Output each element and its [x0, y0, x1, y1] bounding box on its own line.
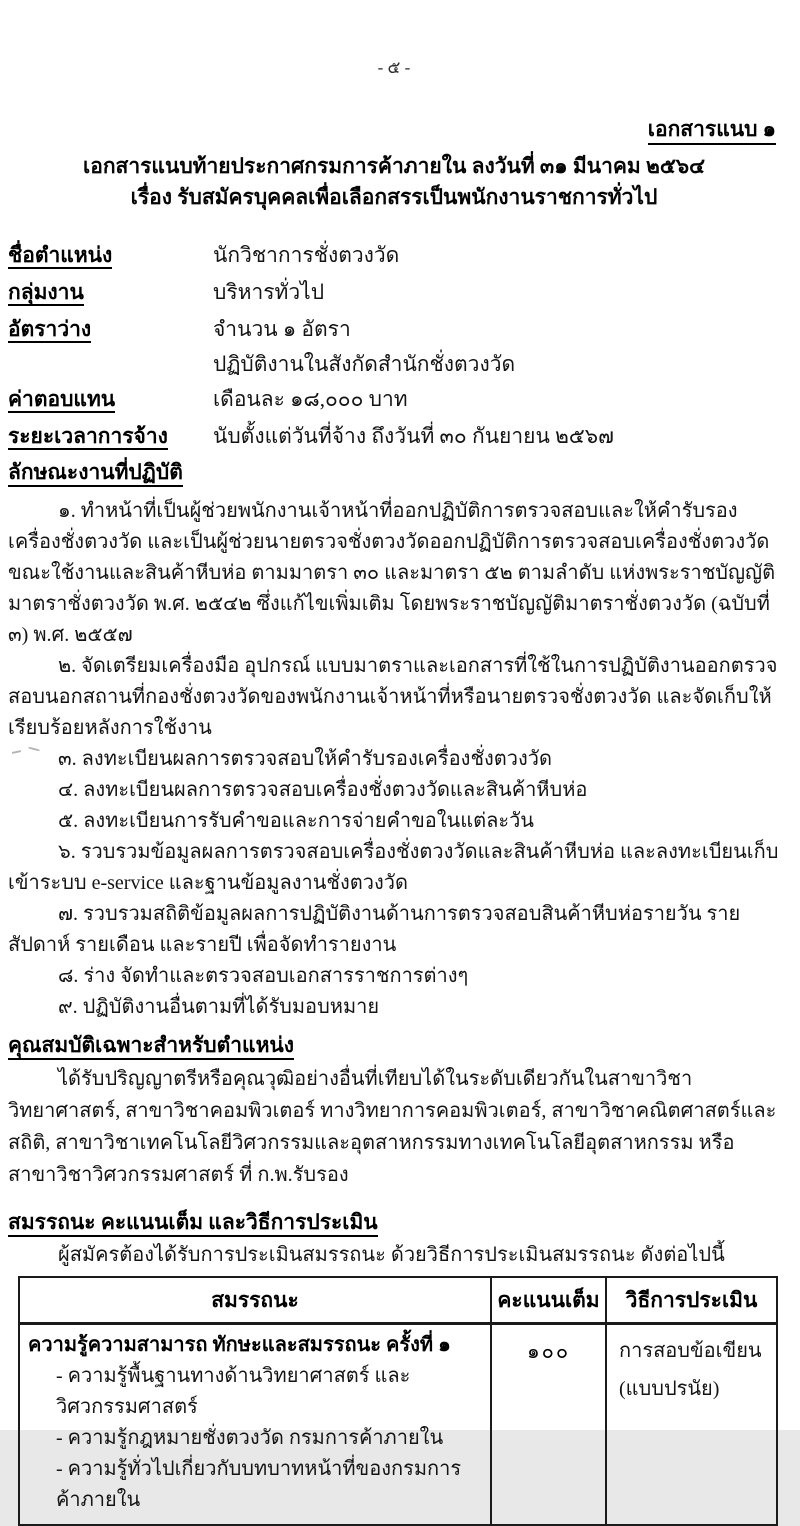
column-header-max-score: คะแนนเต็ม	[491, 1277, 606, 1324]
field-row-position-name	[8, 237, 780, 274]
column-header-competency: สมรรถนะ	[19, 1277, 491, 1324]
field-row-work-group	[8, 274, 780, 311]
assessment-table-header-row	[19, 1277, 777, 1324]
field-value: บริหารทั่วไป	[213, 280, 325, 304]
field-value: นักวิชาการชั่งตวงวัด	[213, 243, 400, 267]
duty-item-4: ๔. ลงทะเบียนผลการตรวจสอบเครื่องชั่งตวงวัดและสินค้าหีบห่อ	[58, 779, 588, 801]
qualification-text: ได้รับปริญญาตรีหรือคุณวุฒิอย่างอื่นที่เทียบได้ในระดับเดียวกันในสาขาวิชาวิทยาศาสตร์, สาขาวิชาคอมพิวเตอร์ ทางวิทยาการคอมพิวเตอร์, สาขาวิชาคณิตศาสตร์และสถิติ, สาขาวิชาเทคโนโลยีวิศวกรรมและอุตสาหกรรมทางเทคโนโลยีอุตสาหกรรม หรือสาขาวิชาวิศวกรรมศาสตร์ ที่ ก.พ.รับรอง	[8, 1068, 777, 1186]
column-header-method: วิธีการประเมิน	[606, 1277, 777, 1324]
attachment-label: เอกสารแนบ ๑	[648, 116, 776, 145]
duty-item-9: ๙. ปฏิบัติงานอื่นตามที่ได้รับมอบหมาย	[58, 996, 380, 1018]
field-label-spacer	[8, 348, 213, 381]
competency-item-3: - ความรู้ทั่วไปเกี่ยวกับบทบาทหน้าที่ของกรมการค้าภายใน	[56, 1458, 462, 1511]
duty-item-6: ๖. รวบรวมข้อมูลผลการตรวจสอบเครื่องชั่งตวงวัดและสินค้าหีบห่อ และลงทะเบียนเก็บเข้าระบบ e-service และฐานข้อมูลงานชั่งตวงวัด	[8, 841, 779, 894]
duty-item-2: ๒. จัดเตรียมเครื่องมือ อุปกรณ์ แบบมาตราและเอกสารที่ใช้ในการปฏิบัติงานออกตรวจสอบนอกสถานที่กองชั่งตวงวัดของพนักงานเจ้าหน้าที่หรือนายตรวจชั่งตวงวัด และจัดเก็บให้เรียบร้อยหลังการใช้งาน	[8, 655, 778, 739]
field-value: ปฏิบัติงานในสังกัดสำนักชั่งตวงวัด	[213, 352, 516, 376]
assessment-intro: ผู้สมัครต้องได้รับการประเมินสมรรถนะ ด้วยวิธีการประเมินสมรรถนะ ดังต่อไปนี้	[58, 1244, 725, 1266]
duties-heading: ลักษณะงานที่ปฏิบัติ	[8, 455, 780, 489]
max-score-cell: ๑๐๐	[491, 1324, 606, 1526]
qualification-heading: คุณสมบัติเฉพาะสำหรับตำแหน่ง	[8, 1028, 780, 1062]
field-value: จำนวน ๑ อัตรา	[213, 317, 351, 341]
duty-item-7: ๗. รวบรวมสถิติข้อมูลผลการปฏิบัติงานด้านการตรวจสอบสินค้าหีบห่อรายวัน รายสัปดาห์ รายเดือน และรายปี เพื่อจัดทำรายงาน	[8, 903, 741, 956]
attachment-label-row	[8, 116, 780, 145]
handwritten-scan-mark	[12, 747, 42, 756]
page-number: - ๕ -	[377, 58, 411, 77]
position-info-section	[8, 237, 780, 455]
field-label: ค่าตอบแทน	[8, 387, 116, 411]
duty-item-5: ๕. ลงทะเบียนการรับคำขอและการจ่ายคำขอในแต่ละวัน	[58, 810, 534, 832]
assessment-table	[18, 1276, 778, 1526]
field-row-vacancy-detail	[8, 348, 780, 381]
field-value: เดือนละ ๑๘,๐๐๐ บาท	[213, 387, 408, 411]
competency-title: ความรู้ความสามารถ ทักษะและสมรรถนะ ครั้งที่ ๑	[28, 1334, 451, 1356]
duty-item-1: ๑. ทำหน้าที่เป็นผู้ช่วยพนักงานเจ้าหน้าที่ออกปฏิบัติการตรวจสอบและให้คำรับรองเครื่องชั่งตวงวัด และเป็นผู้ช่วยนายตรวจชั่งตวงวัดออกปฏิบัติการตรวจสอบเครื่องชั่งตวงวัดขณะใช้งานและสินค้าหีบห่อ ตามมาตรา ๓๐ และมาตรา ๕๒ ตามลำดับ แห่งพระราชบัญญัติมาตราชั่งตวงวัด พ.ศ. ๒๕๔๒ ซึ่งแก้ไขเพิ่มเติม โดยพระราชบัญญัติมาตราชั่งตวงวัด (ฉบับที่ ๓) พ.ศ. ๒๕๕๗	[8, 500, 776, 646]
duties-list	[8, 496, 780, 1023]
document-title-line1: เอกสารแนบท้ายประกาศกรมการค้าภายใน ลงวันที่ ๓๑ มีนาคม ๒๕๖๔	[83, 154, 705, 178]
field-row-vacancy	[8, 311, 780, 348]
duty-item-8: ๘. ร่าง จัดทำและตรวจสอบเอกสารราชการต่างๆ	[58, 965, 469, 987]
method-line-1: การสอบข้อเขียน	[619, 1340, 762, 1362]
field-label: อัตราว่าง	[8, 317, 92, 341]
field-label: กลุ่มงาน	[8, 280, 84, 304]
table-row	[19, 1324, 777, 1526]
competency-item-1: - ความรู้พื้นฐานทางด้านวิทยาศาสตร์ และวิศวกรรมศาสตร์	[56, 1365, 411, 1418]
field-label: ชื่อตำแหน่ง	[8, 243, 113, 267]
duty-item-3: ๓. ลงทะเบียนผลการตรวจสอบให้คำรับรองเครื่องชั่งตวงวัด	[58, 748, 552, 770]
field-value: นับตั้งแต่วันที่จ้าง ถึงวันที่ ๓๐ กันยายน ๒๕๖๗	[213, 424, 614, 448]
competency-item-2: - ความรู้กฎหมายชั่งตวงวัด กรมการค้าภายใน	[56, 1427, 444, 1449]
competency-cell	[19, 1324, 491, 1526]
document-title-line2: เรื่อง รับสมัครบุคคลเพื่อเลือกสรรเป็นพนักงานราชการทั่วไป	[130, 185, 658, 209]
method-line-2: (แบบปรนัย)	[619, 1378, 720, 1400]
method-cell	[606, 1324, 777, 1526]
field-row-compensation	[8, 381, 780, 418]
assessment-heading: สมรรถนะ คะแนนเต็ม และวิธีการประเมิน	[8, 1205, 780, 1239]
field-label: ระยะเวลาการจ้าง	[8, 424, 168, 448]
field-row-employment-period	[8, 418, 780, 455]
